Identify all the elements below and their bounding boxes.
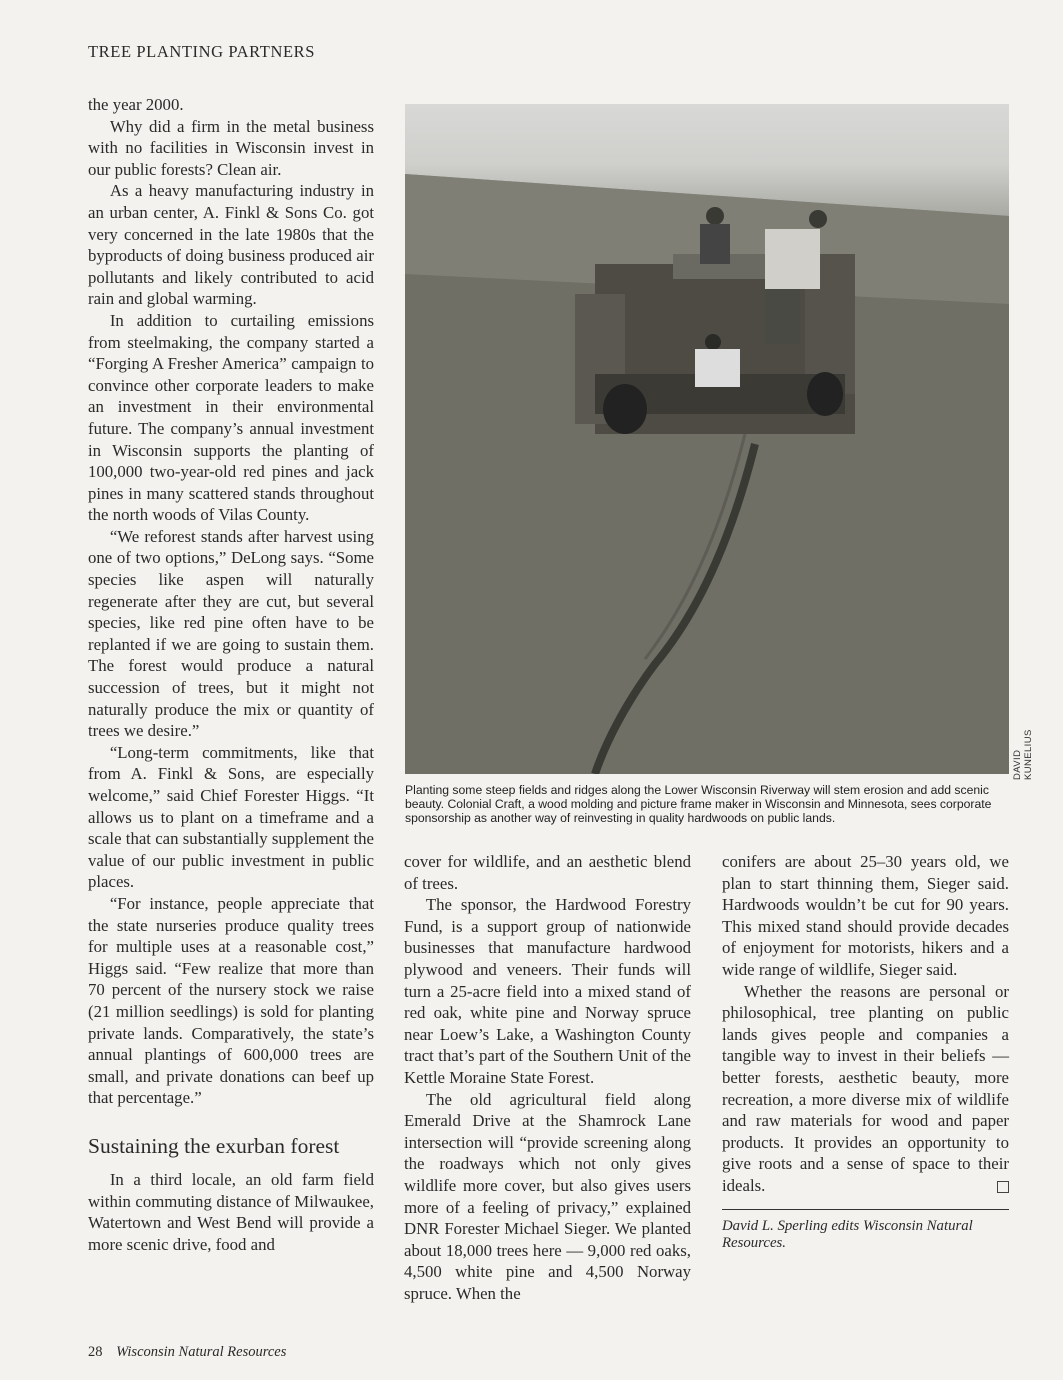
bio-divider — [722, 1209, 1009, 1210]
paragraph: “We reforest stands after harvest using one of two options,” DeLong says. “Some species like aspen will naturally regenerate after they are cut, but several species, like red pine often have to be replanted if we are going to sustain them. The forest would produce a natural succession of trees, but it might not naturally produce the mix or quantity of trees we desire.” — [88, 526, 374, 741]
paragraph — [722, 981, 1009, 1197]
paragraph: The old agricultural field along Emerald Drive at the Shamrock Lane intersection will “provide screening along the roadways which not only gives wildlife more cover, but also gives users more of a feeling of privacy,” explained DNR Forester Michael Sieger. We planted about 18,000 trees here — 9,000 red oaks, 4,500 white pine and 4,500 Norway spruce. When the — [404, 1089, 691, 1303]
photo-caption: Planting some steep fields and ridges along the Lower Wisconsin Riverway will stem erosion and add scenic beauty. Colonial Craft, a wood molding and picture frame maker in Wisconsin and Minnesota, sees corporate sponsorship as another way of reinvesting in quality hardwoods on public lands. — [405, 783, 992, 826]
end-of-article-icon — [997, 1181, 1009, 1193]
article-column-2 — [404, 851, 691, 1304]
paragraph: In a third locale, an old farm field within commuting distance of Milwaukee, Watertown and West Bend will provide a more scenic drive, food and — [88, 1169, 374, 1254]
magazine-name: Wisconsin Natural Resources — [116, 1344, 287, 1360]
author-bio: David L. Sperling edits Wisconsin Natural Resources. — [722, 1217, 973, 1251]
page-number: 28 — [88, 1344, 103, 1360]
paragraph: the year 2000. — [88, 95, 184, 114]
page-footer — [88, 1344, 286, 1361]
paragraph: cover for wildlife, and an aesthetic blend of trees. — [404, 852, 691, 893]
article-column-3 — [722, 851, 1009, 1252]
section-subhead: Sustaining the exurban forest — [88, 1133, 340, 1158]
closing-paragraph-text: Whether the reasons are personal or philosophical, tree planting on public lands gives people and companies a tangible way to invest in their beliefs — better forests, aesthetic beauty, more recreation, a more diverse mix of wildlife and raw materials for wood and paper products. It provides an opportunity to give roots and a sense of space to their ideals. — [722, 981, 1009, 1195]
tree-planting-photo — [405, 104, 1009, 774]
article-column-1 — [88, 94, 374, 1255]
paragraph: The sponsor, the Hardwood Forestry Fund, is a support group of nationwide businesses that manufacture hardwood plywood and veneers. Their funds will turn a 25-acre field into a mixed stand of red oak, white pine and Norway spruce near Loew’s Lake, a Washington County tract that’s part of the Southern Unit of the Kettle Moraine State Forest. — [404, 895, 691, 1087]
photo-illustration — [405, 104, 1009, 774]
running-head: TREE PLANTING PARTNERS — [88, 42, 316, 61]
paragraph: conifers are about 25–30 years old, we plan to start thinning them, Sieger said. Hardwoods wouldn’t be cut for 90 years. This mixed stand should provide decades of enjoyment for motorists, hikers and a wide range of wildlife, Sieger said. — [722, 852, 1009, 979]
paragraph: “Long-term commitments, like that from A. Finkl & Sons, are especially welcome,” said Chief Forester Higgs. “It allows us to plant on a timeframe and a scale that can substantially supplement the value of our public investment in public places. — [88, 742, 374, 892]
paragraph: As a heavy manufacturing industry in an urban center, A. Finkl & Sons Co. got very concerned in the late 1980s that the byproducts of doing business produced air pollutants and likely contributed to acid rain and global warming. — [88, 181, 374, 309]
paragraph: In addition to curtailing emissions from steelmaking, the company started a “Forging A Fresher America” campaign to convince other corporate leaders to make an investment in their environmental future. The company’s annual investment in Wisconsin supports the planting of 100,000 two-year-old red pines and jack pines in many scattered stands throughout the north woods of Vilas County. — [88, 310, 374, 525]
paragraph: “For instance, people appreciate that the state nurseries produce quality trees for multiple uses at a reasonable cost,” Higgs said. “Few realize that more than 70 percent of the nursery stock we raise (21 million seedlings) is sold for planting private lands. Comparatively, the state’s annual plantings of 600,000 trees are small, and private donations can beef up that percentage.” — [88, 893, 374, 1108]
photo-credit: DAVID KUNELIUS — [1012, 729, 1034, 780]
paragraph: Why did a firm in the metal business with no facilities in Wisconsin invest in our public forests? Clean air. — [88, 116, 374, 179]
